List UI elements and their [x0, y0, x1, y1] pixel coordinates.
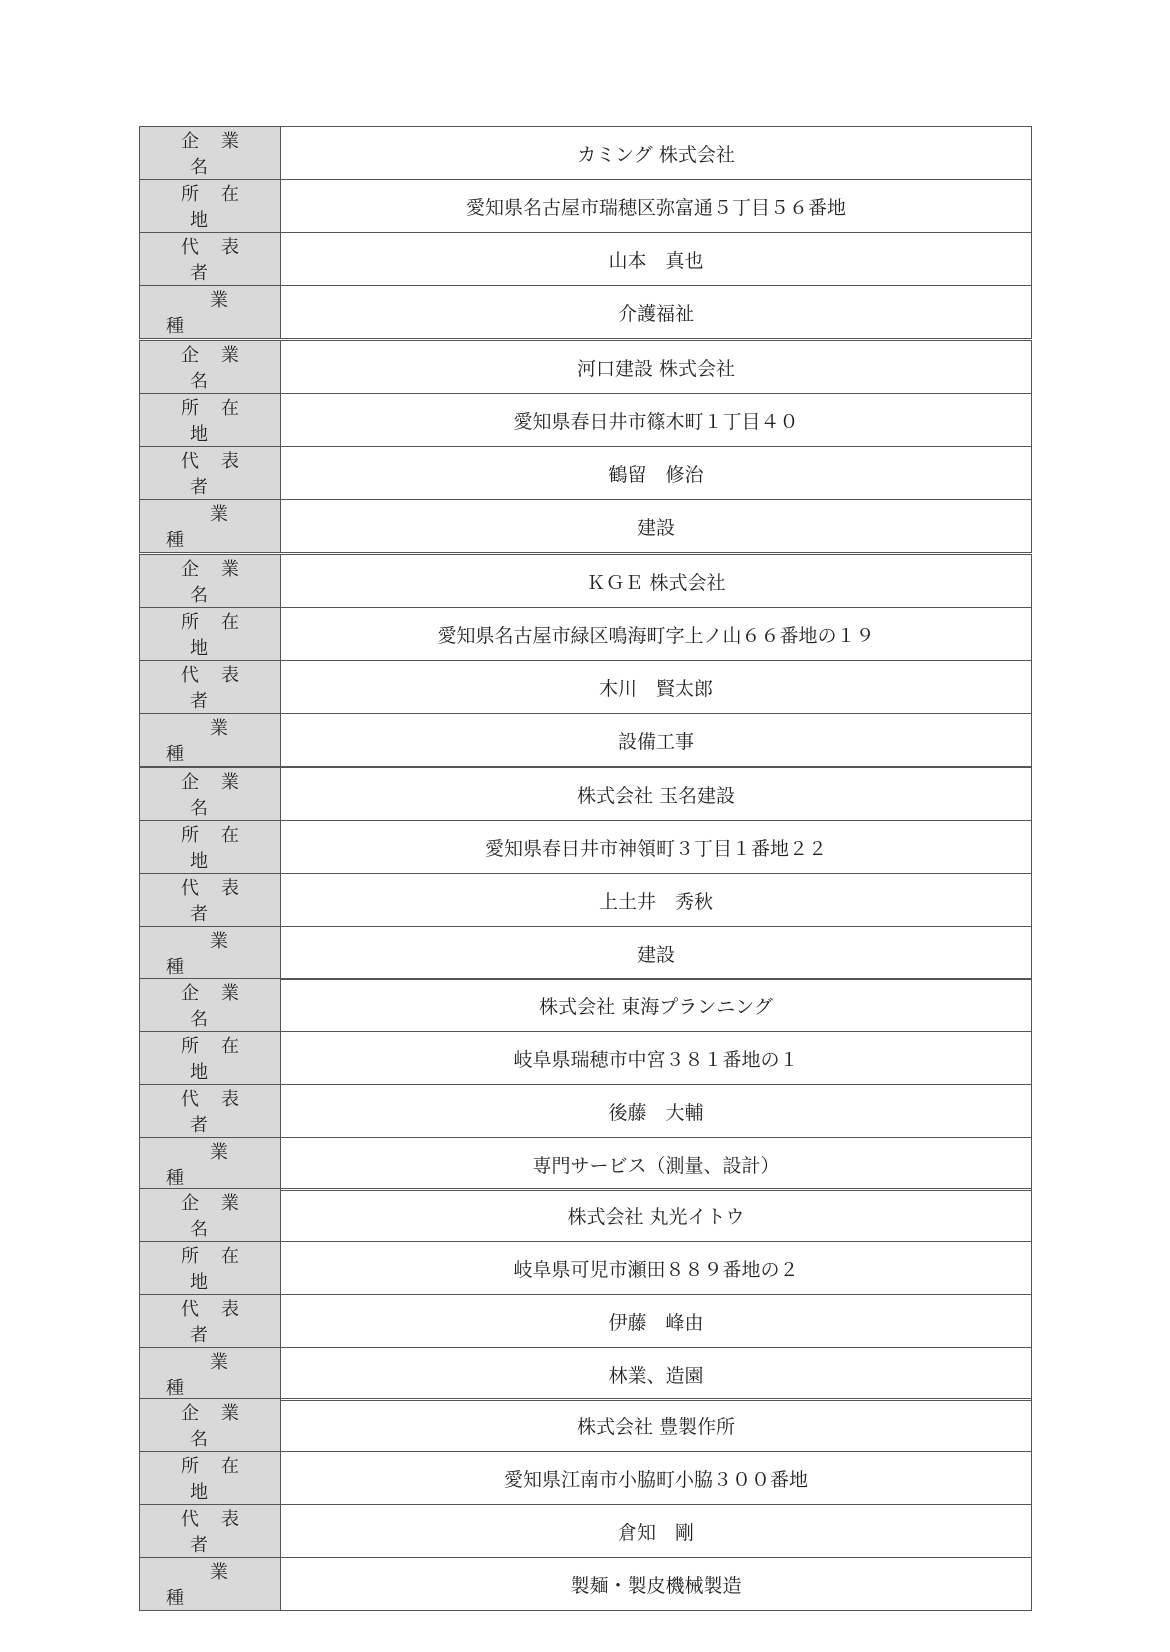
- address-value: 愛知県名古屋市緑区鳴海町字上ノ山６６番地の１９: [281, 608, 1032, 661]
- company-table-2: [139, 340, 1032, 553]
- industry-value: 専門サービス（測量、設計）: [281, 1138, 1032, 1191]
- label-industry: 業種: [140, 1138, 281, 1191]
- label-representative: 代表者: [140, 1505, 281, 1558]
- company-name-value: 株式会社 玉名建設: [281, 768, 1032, 821]
- address-value: 愛知県春日井市篠木町１丁目４０: [281, 394, 1032, 447]
- label-representative: 代表者: [140, 447, 281, 500]
- label-industry: 業種: [140, 714, 281, 767]
- label-address: 所在地: [140, 1452, 281, 1505]
- address-value: 愛知県名古屋市瑞穂区弥富通５丁目５６番地: [281, 180, 1032, 233]
- label-address: 所在地: [140, 394, 281, 447]
- company-name-value: 株式会社 丸光イトウ: [281, 1189, 1032, 1242]
- label-industry: 業種: [140, 500, 281, 553]
- representative-value: 伊藤 峰由: [281, 1295, 1032, 1348]
- label-representative: 代表者: [140, 874, 281, 927]
- label-company-name: 企業名: [140, 1189, 281, 1242]
- representative-value: 山本 真也: [281, 233, 1032, 286]
- label-industry: 業種: [140, 286, 281, 339]
- address-value: 岐阜県可児市瀬田８８９番地の２: [281, 1242, 1032, 1295]
- address-value: 愛知県春日井市神領町３丁目１番地２２: [281, 821, 1032, 874]
- company-table-3: [139, 554, 1032, 767]
- company-table-4: [139, 767, 1032, 980]
- label-industry: 業種: [140, 927, 281, 980]
- company-table-5: [139, 978, 1032, 1191]
- label-company-name: 企業名: [140, 1399, 281, 1452]
- industry-value: 林業、造園: [281, 1348, 1032, 1401]
- label-address: 所在地: [140, 1032, 281, 1085]
- label-industry: 業種: [140, 1348, 281, 1401]
- company-table-7: [139, 1398, 1032, 1611]
- company-name-value: カミング 株式会社: [281, 127, 1032, 180]
- representative-value: 倉知 剛: [281, 1505, 1032, 1558]
- label-address: 所在地: [140, 821, 281, 874]
- company-table-1: [139, 126, 1032, 339]
- address-value: 岐阜県瑞穂市中宮３８１番地の１: [281, 1032, 1032, 1085]
- industry-value: 介護福祉: [281, 286, 1032, 339]
- label-address: 所在地: [140, 1242, 281, 1295]
- label-representative: 代表者: [140, 233, 281, 286]
- address-value: 愛知県江南市小脇町小脇３００番地: [281, 1452, 1032, 1505]
- label-representative: 代表者: [140, 1295, 281, 1348]
- company-name-value: 河口建設 株式会社: [281, 341, 1032, 394]
- representative-value: 後藤 大輔: [281, 1085, 1032, 1138]
- label-industry: 業種: [140, 1558, 281, 1611]
- label-address: 所在地: [140, 180, 281, 233]
- label-company-name: 企業名: [140, 979, 281, 1032]
- industry-value: 建設: [281, 927, 1032, 980]
- representative-value: 木川 賢太郎: [281, 661, 1032, 714]
- industry-value: 設備工事: [281, 714, 1032, 767]
- company-table-6: [139, 1188, 1032, 1401]
- industry-value: 製麺・製皮機械製造: [281, 1558, 1032, 1611]
- representative-value: 上土井 秀秋: [281, 874, 1032, 927]
- company-name-value: 株式会社 豊製作所: [281, 1399, 1032, 1452]
- company-name-value: 株式会社 東海プランニング: [281, 979, 1032, 1032]
- representative-value: 鶴留 修治: [281, 447, 1032, 500]
- label-company-name: 企業名: [140, 768, 281, 821]
- label-representative: 代表者: [140, 1085, 281, 1138]
- label-company-name: 企業名: [140, 555, 281, 608]
- company-name-value: ＫＧＥ 株式会社: [281, 555, 1032, 608]
- label-company-name: 企業名: [140, 127, 281, 180]
- industry-value: 建設: [281, 500, 1032, 553]
- label-address: 所在地: [140, 608, 281, 661]
- label-company-name: 企業名: [140, 341, 281, 394]
- label-representative: 代表者: [140, 661, 281, 714]
